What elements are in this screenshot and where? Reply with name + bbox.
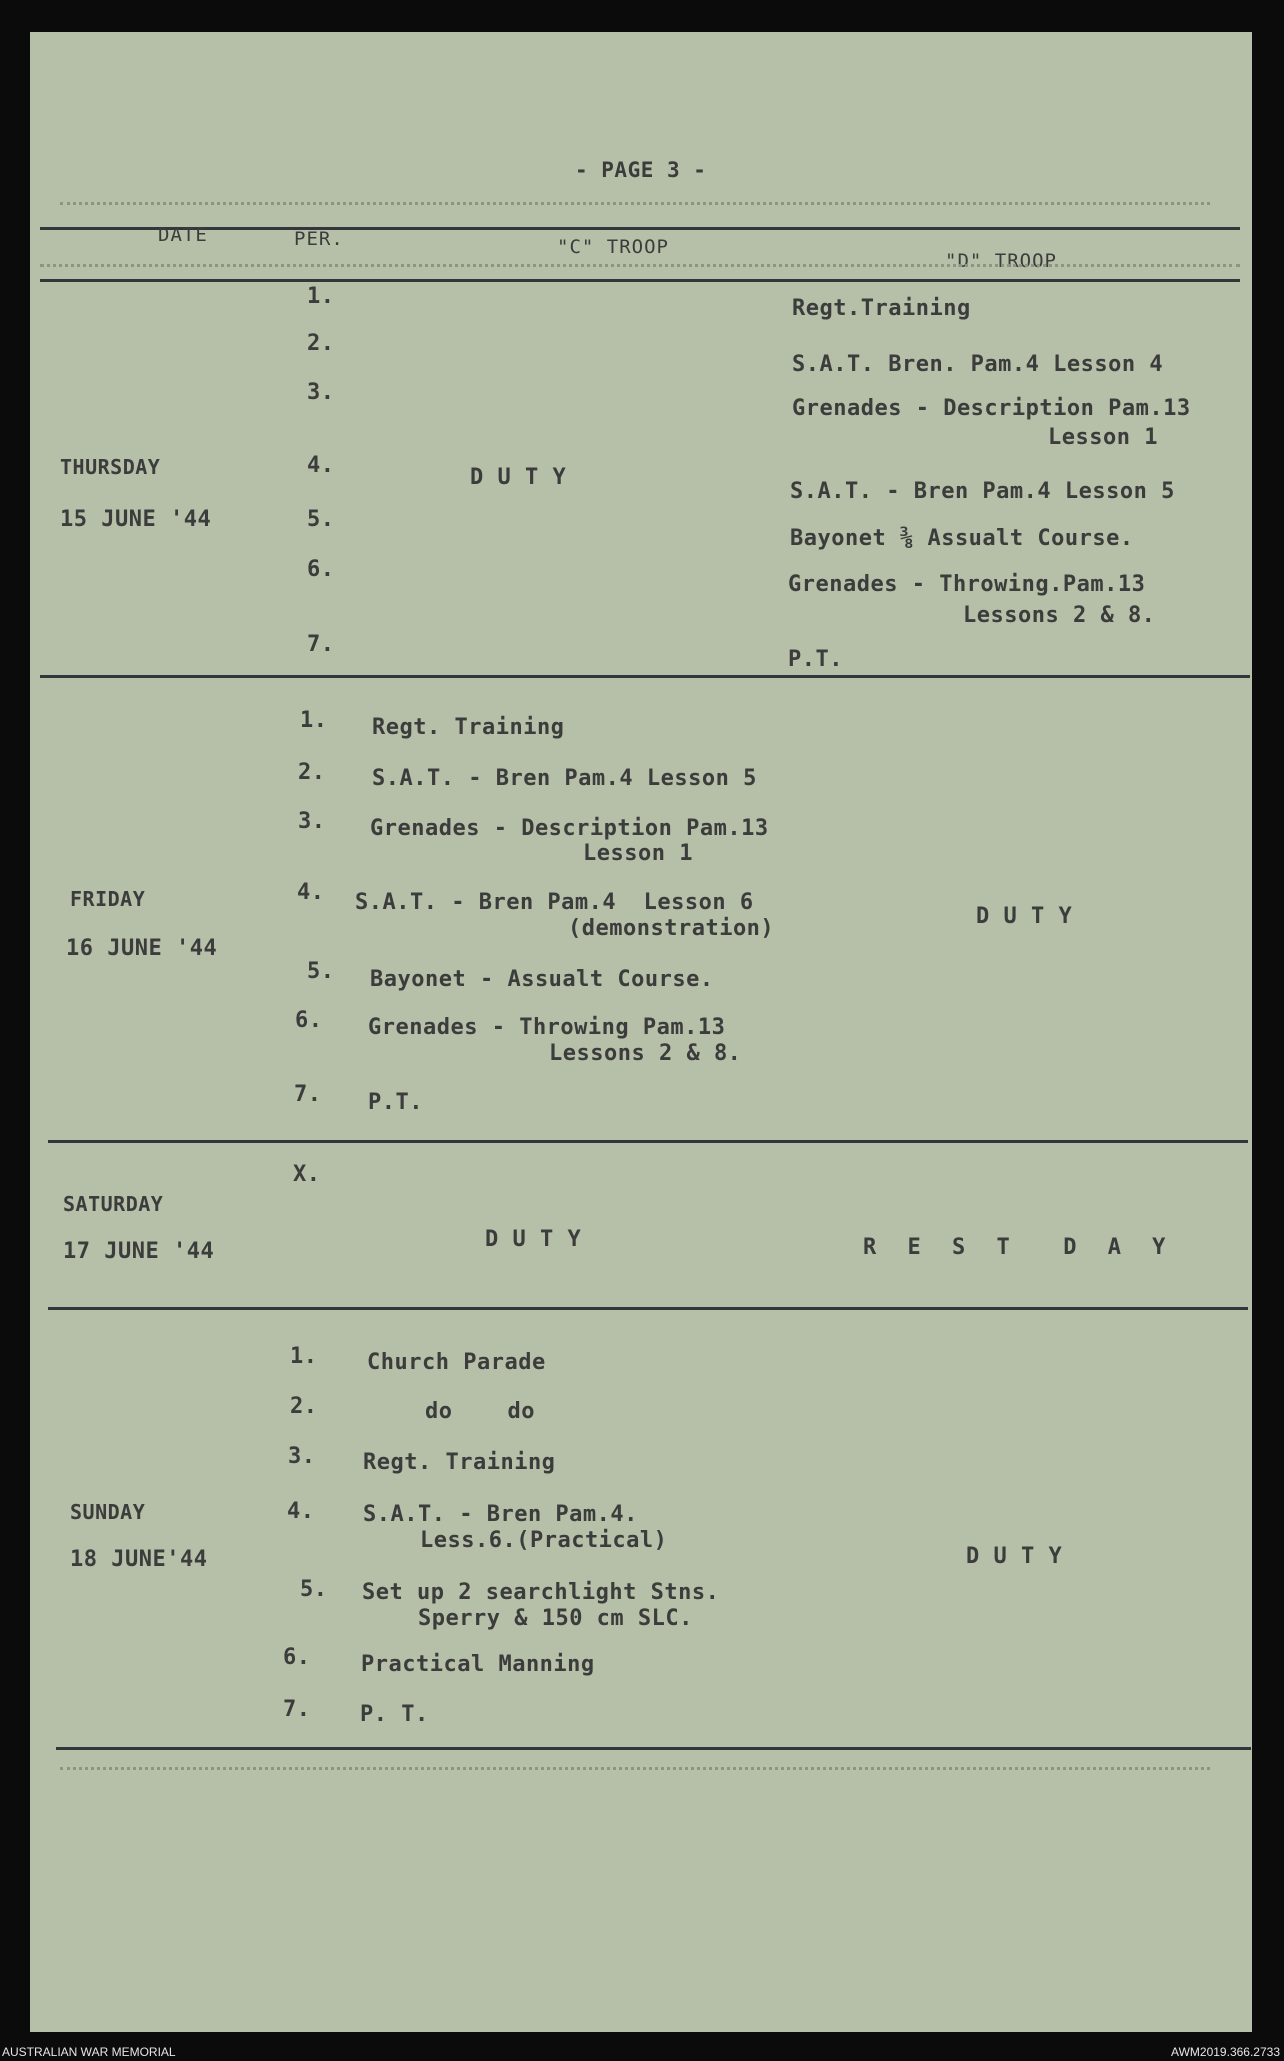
c-troop-entry: Grenades - Throwing Pam.13	[368, 1015, 726, 1040]
d-troop-entry: Grenades - Throwing.Pam.13	[788, 572, 1146, 597]
d-troop-entry: Lessons 2 & 8.	[963, 603, 1156, 628]
header-rule-top	[40, 227, 1240, 230]
d-troop-entry: S.A.T. - Bren Pam.4 Lesson 5	[790, 479, 1175, 504]
period-number: 4.	[287, 1499, 315, 1524]
day-date-saturday: 17 JUNE '44	[63, 1239, 215, 1264]
d-troop-duty: D U T Y	[976, 904, 1073, 929]
period-number: 2.	[298, 760, 326, 785]
c-troop-entry: P. T.	[360, 1702, 429, 1727]
c-troop-duty: D U T Y	[485, 1227, 582, 1252]
header-c-troop: "C" TROOP	[557, 236, 669, 258]
day-date-sunday: 18 JUNE'44	[70, 1547, 208, 1572]
period-number: 5.	[300, 1577, 328, 1602]
period-number: 6.	[307, 557, 335, 582]
day-name-friday: FRIDAY	[70, 887, 146, 911]
header-rule-bottom	[40, 279, 1240, 282]
period-number: 6.	[295, 1008, 323, 1033]
day-name-saturday: SATURDAY	[63, 1192, 164, 1216]
d-troop-entry: Lesson 1	[1048, 425, 1158, 450]
d-troop-duty: D U T Y	[966, 1544, 1063, 1569]
c-troop-entry: Less.6.(Practical)	[420, 1528, 668, 1553]
page-title: - PAGE 3 -	[575, 158, 707, 182]
d-troop-entry: Regt.Training	[792, 296, 971, 321]
period-number: 4.	[297, 880, 325, 905]
period-number: 7.	[294, 1082, 322, 1107]
c-troop-entry: Set up 2 searchlight Stns.	[362, 1580, 720, 1605]
period-number: 3.	[298, 809, 326, 834]
period-number: 7.	[307, 632, 335, 657]
c-troop-entry: Lessons 2 & 8.	[549, 1041, 742, 1066]
dotted-line	[60, 202, 1210, 205]
c-troop-entry: S.A.T. - Bren Pam.4.	[363, 1502, 638, 1527]
period-number: 2.	[307, 331, 335, 356]
period-number: 4.	[307, 453, 335, 478]
c-troop-entry: P.T.	[368, 1090, 423, 1115]
period-number: 5.	[307, 959, 335, 984]
c-troop-entry: S.A.T. - Bren Pam.4 Lesson 5	[372, 766, 757, 791]
dotted-line	[40, 264, 1240, 267]
header-period: PER.	[294, 228, 344, 250]
footer-left: AUSTRALIAN WAR MEMORIAL	[2, 2045, 176, 2059]
d-troop-rest-day: R E S T D A Y	[863, 1235, 1175, 1260]
period-number: 7.	[283, 1697, 311, 1722]
d-troop-entry: Grenades - Description Pam.13	[792, 396, 1191, 421]
period-number: 1.	[307, 284, 335, 309]
header-d-troop: "D" TROOP	[945, 250, 1057, 272]
c-troop-entry: Grenades - Description Pam.13	[370, 816, 769, 841]
c-troop-entry: S.A.T. - Bren Pam.4 Lesson 6	[355, 890, 754, 915]
header-date: DATE	[158, 224, 208, 246]
c-troop-entry: Bayonet - Assualt Course.	[370, 967, 714, 992]
day-name-thursday: THURSDAY	[60, 455, 161, 479]
c-troop-duty: D U T Y	[470, 465, 567, 490]
period-number: 5.	[307, 507, 335, 532]
period-number: 1.	[290, 1344, 318, 1369]
day-separator	[48, 1140, 1248, 1143]
d-troop-entry: Bayonet ⅜ Assualt Course.	[790, 526, 1134, 551]
c-troop-entry: Regt. Training	[363, 1450, 556, 1475]
day-separator	[48, 1307, 1248, 1310]
c-troop-entry: do do	[425, 1399, 535, 1424]
dotted-line	[60, 1767, 1210, 1770]
day-date-thursday: 15 JUNE '44	[60, 507, 212, 532]
period-number: 3.	[307, 380, 335, 405]
c-troop-entry: Practical Manning	[361, 1652, 595, 1677]
c-troop-entry: Church Parade	[367, 1350, 546, 1375]
d-troop-entry: P.T.	[788, 647, 843, 672]
c-troop-entry: Sperry & 150 cm SLC.	[418, 1606, 693, 1631]
c-troop-entry: Lesson 1	[583, 841, 693, 866]
period-number: 6.	[283, 1645, 311, 1670]
c-troop-entry: (demonstration)	[568, 916, 775, 941]
footer-right: AWM2019.366.2733	[1171, 2045, 1280, 2059]
page-bottom-rule	[56, 1747, 1251, 1750]
c-troop-entry: Regt. Training	[372, 715, 565, 740]
day-separator	[40, 675, 1250, 678]
day-name-sunday: SUNDAY	[70, 1500, 146, 1524]
day-date-friday: 16 JUNE '44	[66, 936, 218, 961]
document-page	[30, 32, 1252, 2032]
period-number: X.	[293, 1162, 321, 1187]
period-number: 3.	[288, 1444, 316, 1469]
period-number: 1.	[300, 708, 328, 733]
d-troop-entry: S.A.T. Bren. Pam.4 Lesson 4	[792, 352, 1164, 377]
period-number: 2.	[290, 1394, 318, 1419]
